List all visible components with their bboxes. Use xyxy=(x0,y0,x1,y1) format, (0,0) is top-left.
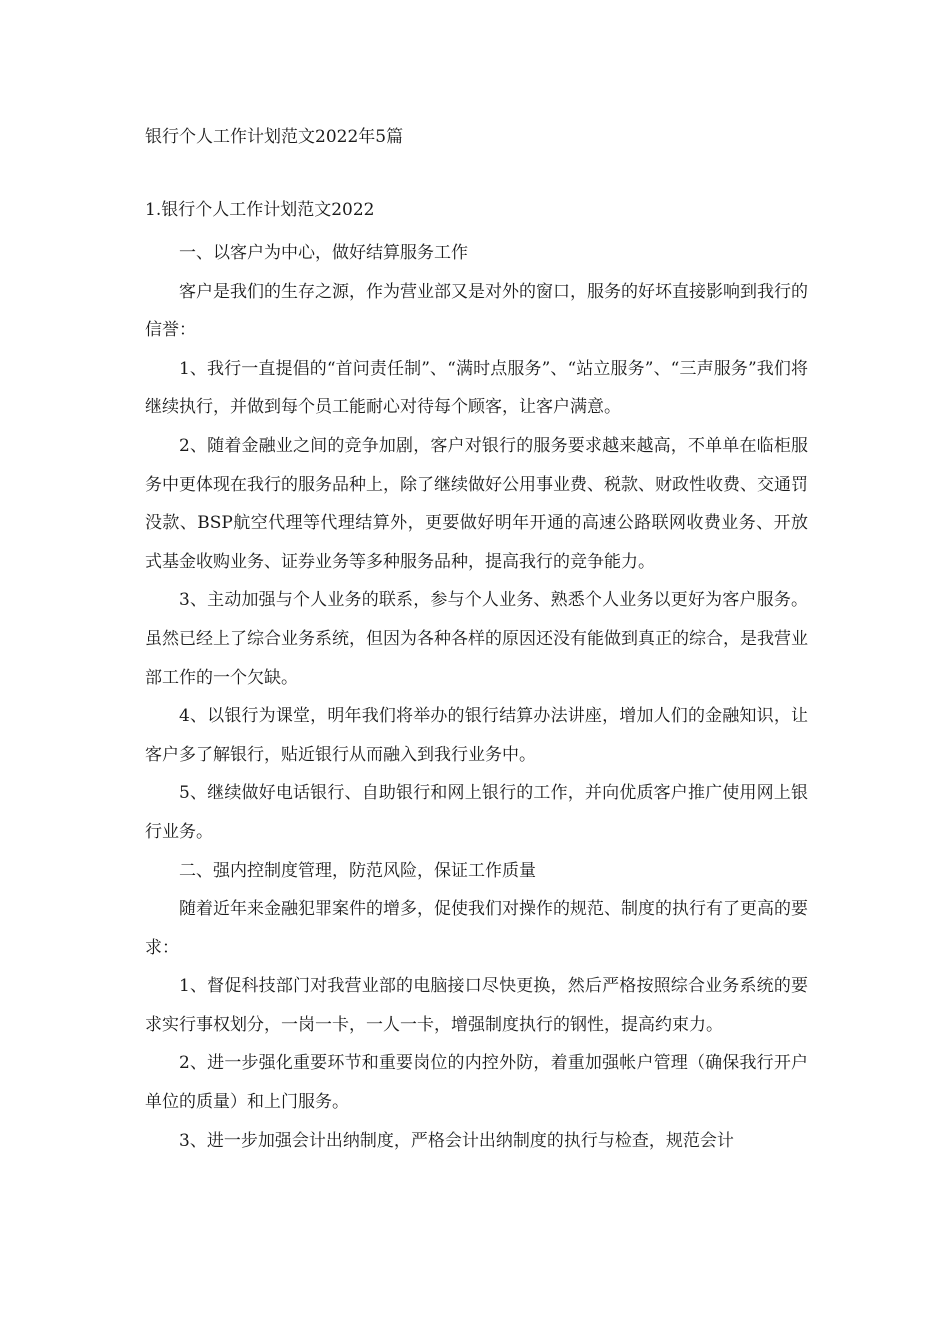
heading-customer-service: 一、以客户为中心，做好结算服务工作 xyxy=(179,243,468,263)
list-item: 3、主动加强与个人业务的联系，参与个人业务、熟悉个人业务以更好为客户服务。虽然已经上了综合业务系统，但因为各种各样的原因还没有能做到真正的综合，是我营业部工作的一个欠缺。 xyxy=(145,590,808,688)
list-item: 2、进一步强化重要环节和重要岗位的内控外防，着重加强帐户管理（确保我行开户单位的质量）和上门服务。 xyxy=(145,1053,808,1113)
list-item: 3、进一步加强会计出纳制度，严格会计出纳制度的执行与检查，规范会计 xyxy=(179,1130,734,1151)
list-item: 2、随着金融业之间的竞争加剧，客户对银行的服务要求越来越高，不单单在临柜服务中更体现在我行的服务品种上，除了继续做好公用事业费、税款、财政性收费、交通罚没款、BSP航空代理等代理结算外，更要做好明年开通的高速公路联网收费业务、开放式基金收购业务、证券业务等多种服务品种，提高我行的竞争能力。 xyxy=(145,435,808,572)
paragraph: 客户是我们的生存之源，作为营业部又是对外的窗口，服务的好坏直接影响到我行的信誉： xyxy=(145,281,808,341)
section-heading: 1.银行个人工作计划范文2022 xyxy=(145,200,375,220)
list-item: 1、我行一直提倡的“首问责任制”、“满时点服务”、“站立服务”、“三声服务”我们将继续执行，并做到每个员工能耐心对待每个顾客，让客户满意。 xyxy=(145,358,808,418)
list-item: 1、督促科技部门对我营业部的电脑接口尽快更换，然后严格按照综合业务系统的要求实行事权划分，一岗一卡，一人一卡，增强制度执行的钢性，提高约束力。 xyxy=(145,976,808,1035)
list-item: 4、以银行为课堂，明年我们将举办的银行结算办法讲座，增加人们的金融知识，让客户多了解银行，贴近银行从而融入到我行业务中。 xyxy=(145,706,808,765)
document-title: 银行个人工作计划范文2022年5篇 xyxy=(145,127,404,147)
paragraph: 随着近年来金融犯罪案件的增多，促使我们对操作的规范、制度的执行有了更高的要求： xyxy=(145,899,808,958)
heading-internal-control: 二、强内控制度管理，防范风险，保证工作质量 xyxy=(179,860,536,881)
document-body xyxy=(145,234,808,1160)
list-item: 5、继续做好电话银行、自助银行和网上银行的工作，并向优质客户推广使用网上银行业务。 xyxy=(145,783,808,842)
